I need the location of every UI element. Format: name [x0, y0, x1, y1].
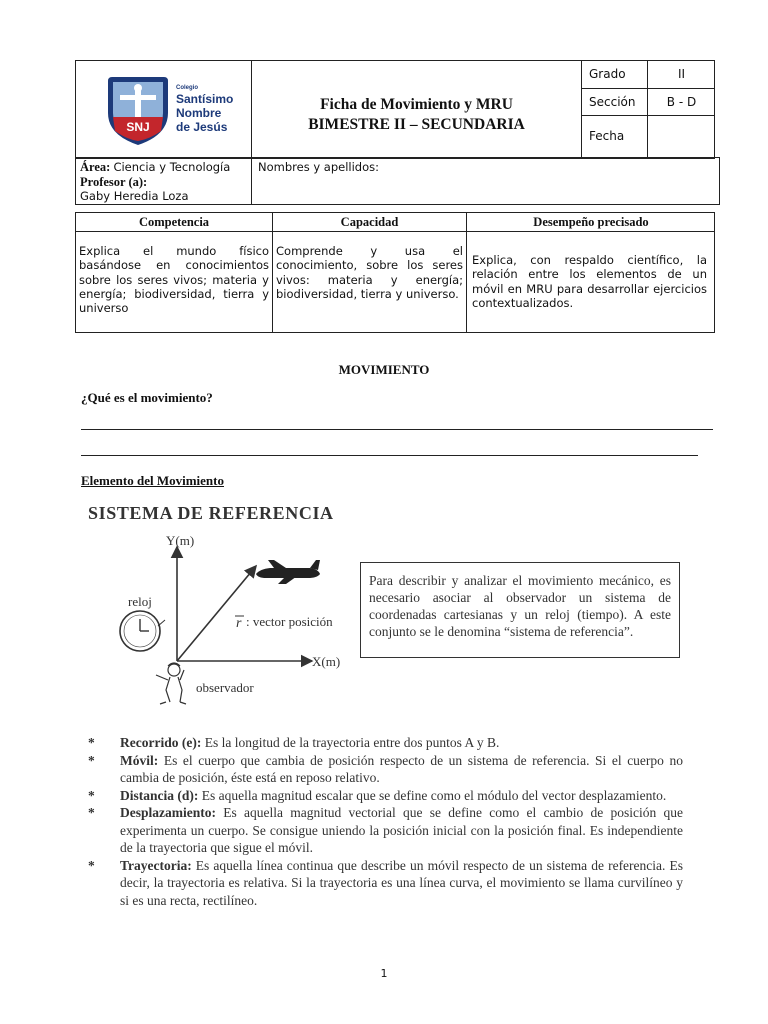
fecha-row: [582, 116, 715, 159]
grado-label: Grado: [582, 61, 648, 88]
observer-icon: [156, 663, 186, 704]
competencia-column: [76, 213, 273, 332]
seccion-row: [582, 89, 715, 116]
grado-value: II: [677, 67, 686, 81]
seccion-value: B - D: [666, 95, 697, 109]
clock-label: reloj: [128, 594, 152, 609]
school-logo: [104, 73, 264, 153]
definition-item: [88, 752, 683, 787]
elements-title: Elemento del Movimiento: [81, 473, 224, 488]
logo-line2: Santísimo: [176, 92, 234, 106]
desempeno-cell: Explica, con respaldo científico, la relación entre los elementos de un móvil en MRU para desarrollar ejercicios contextualizados.: [472, 253, 707, 310]
reference-system-box: Para describir y analizar el movimiento mecánico, es necesario asociar al observador un sistema de coordenadas cartesianas y un reloj (tiempo). A este conjunto se le denomina “sistema de referencia”.: [360, 562, 680, 658]
title-cell: [252, 61, 582, 159]
document-title: Ficha de Movimiento y MRU: [320, 96, 513, 113]
section-title: MOVIMIENTO: [338, 362, 430, 377]
reference-system-title: SISTEMA DE REFERENCIA: [88, 503, 334, 523]
position-vector: [177, 566, 256, 661]
definition-text: Es el cuerpo que cambia de posición respecto de un sistema de referencia. Si el cuerpo no cambia de posición, éste está en reposo relativo.: [120, 752, 683, 785]
capacidad-column: [273, 213, 467, 332]
grado-row: [582, 61, 715, 89]
profesor-label: Profesor (a):: [80, 174, 148, 189]
document-subtitle: BIMESTRE II – SECUNDARIA: [308, 116, 525, 133]
clock-icon: [120, 611, 165, 651]
bullet: *: [88, 735, 95, 750]
question: ¿Qué es el movimiento?: [81, 390, 213, 405]
logo-abbr: SNJ: [126, 120, 150, 134]
definition-text: Es aquella magnitud escalar que se define como el módulo del vector desplazamiento.: [198, 787, 667, 803]
logo-line3: Nombre: [176, 106, 222, 120]
info-row: [75, 157, 720, 205]
page-number: 1: [380, 967, 388, 980]
answer-line-2[interactable]: [81, 455, 698, 456]
desempeno-column: [467, 213, 715, 332]
definition-text: Es aquella línea continua que describe un móvil respecto de un sistema de referencia. Es decir, la trayectoria es relativa. Si la trayectoria es una línea curva, el movimiento se llama curvilíneo y si es una recta, rectilíneo.: [120, 857, 683, 908]
vector-symbol: r: [236, 616, 242, 631]
capacidad-header: Capacidad: [273, 213, 466, 232]
logo-cell: [76, 61, 252, 159]
answer-line-1[interactable]: [81, 429, 713, 430]
definition-item: [88, 787, 683, 805]
competencia-header: Competencia: [76, 213, 272, 232]
definition-term: Recorrido (e):: [120, 735, 202, 750]
header-table: [75, 60, 715, 159]
bullet: *: [88, 857, 95, 873]
y-axis-label: Y(m): [166, 533, 195, 548]
logo-line4: de Jesús: [176, 120, 228, 134]
definition-text: Es la longitud de la trayectoria entre dos puntos A y B.: [201, 735, 500, 750]
competency-table: [75, 212, 715, 333]
airplane-icon: [256, 560, 320, 584]
definition-term: Distancia (d):: [120, 787, 199, 803]
area-teacher-cell: [76, 158, 252, 204]
bullet: *: [88, 752, 95, 768]
area-label: Área:: [80, 160, 111, 174]
definition-item: [88, 804, 683, 857]
vector-label: : vector posición: [246, 614, 333, 629]
seccion-label: Sección: [582, 89, 648, 115]
area-value: Ciencia y Tecnología: [113, 160, 231, 174]
logo-line1: Colegio: [176, 85, 198, 91]
meta-table: [582, 61, 715, 159]
desempeno-header: Desempeño precisado: [467, 213, 715, 232]
definition-term: Desplazamiento:: [120, 805, 216, 820]
x-axis-label: X(m): [312, 654, 341, 669]
definition-term: Móvil:: [120, 752, 159, 768]
competencia-cell: Explica el mundo físico basándose en conocimientos sobre los seres vivos; materia y energía; biodiversidad, tierra y universo: [79, 244, 269, 316]
capacidad-cell: Comprende y usa el conocimiento, sobre los seres vivos: materia y energía; biodiversidad, tierra y universo.: [276, 244, 463, 301]
definition-term: Trayectoria:: [120, 857, 192, 873]
profesor-value: Gaby Heredia Loza: [80, 189, 189, 203]
bullet: *: [88, 805, 95, 820]
observer-label: observador: [196, 680, 254, 695]
fecha-label: Fecha: [582, 116, 648, 159]
definition-text: Es aquella magnitud vectorial que se define como el cambio de posición que experimenta un cuerpo. Se consigue uniendo la posición inicial con la posición final. Es independiente de la trayectoria que sigue el móvil.: [120, 805, 683, 855]
definitions-list: [88, 734, 683, 909]
definition-item: [88, 857, 683, 910]
nombres-label: Nombres y apellidos:: [258, 160, 380, 174]
fecha-field[interactable]: [648, 116, 715, 159]
reference-system-diagram: [110, 530, 360, 705]
nombres-field[interactable]: [252, 158, 719, 204]
definition-item: [88, 734, 683, 752]
bullet: *: [88, 787, 95, 803]
